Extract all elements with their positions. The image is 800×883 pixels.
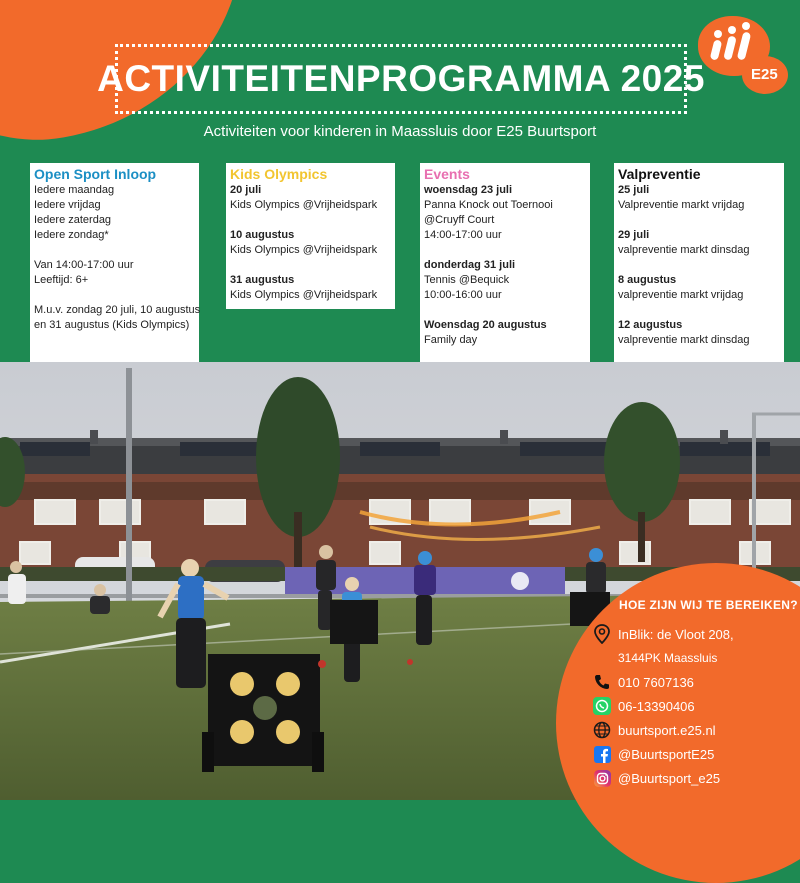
event-desc: 10:00-16:00 uur xyxy=(424,289,502,301)
schedule-time: Van 14:00-17:00 uur xyxy=(34,259,134,271)
event-date: 8 augustus xyxy=(618,274,677,286)
phone-number[interactable]: 010 7607136 xyxy=(618,674,694,690)
instagram-icon xyxy=(592,768,612,788)
title-frame xyxy=(97,44,705,114)
exception-note: en 31 augustus (Kids Olympics) xyxy=(34,319,190,331)
event-desc: Kids Olympics @Vrijheidspark xyxy=(230,289,378,301)
schedule-day: Iedere maandag xyxy=(34,184,115,196)
event-desc: Kids Olympics @Vrijheidspark xyxy=(230,199,378,211)
event-date: 29 juli xyxy=(618,229,650,241)
facebook-icon xyxy=(592,744,612,764)
whatsapp-number[interactable]: 06-13390406 xyxy=(618,698,695,714)
event-date: woensdag 23 juli xyxy=(424,184,513,196)
event-date: 31 augustus xyxy=(230,274,295,286)
website-row[interactable] xyxy=(592,718,798,742)
contact-title: HOE ZIJN WIJ TE BEREIKEN? xyxy=(619,598,798,612)
event-date: 10 augustus xyxy=(230,229,295,241)
logo-text: E25 xyxy=(751,66,778,83)
globe-icon xyxy=(592,720,612,740)
exception-note: M.u.v. zondag 20 juli, 10 augustus xyxy=(34,304,201,316)
event-desc: 14:00-17:00 uur xyxy=(424,229,502,241)
address-row xyxy=(592,622,798,646)
address-line-1: InBlik: de Vloot 208, xyxy=(618,626,734,642)
card-title-valpreventie: Valpreventie xyxy=(618,166,701,182)
card-open-sport xyxy=(30,163,199,368)
card-title-events: Events xyxy=(424,166,470,182)
event-desc: @Cruyff Court xyxy=(424,214,495,226)
address-row-2 xyxy=(592,646,798,670)
schedule-day: Iedere zondag* xyxy=(34,229,109,241)
e25-logo xyxy=(698,16,788,94)
card-title-open-sport: Open Sport Inloop xyxy=(34,166,157,182)
card-kids-olympics xyxy=(226,163,395,309)
facebook-row[interactable] xyxy=(592,742,798,766)
event-date: donderdag 31 juli xyxy=(424,259,516,271)
schedule-day: Iedere vrijdag xyxy=(34,199,101,211)
phone-icon xyxy=(592,672,612,692)
event-desc: Panna Knock out Toernooi xyxy=(424,199,553,211)
contact-info xyxy=(592,598,798,790)
event-date: 25 juli xyxy=(618,184,650,196)
event-desc: Tennis @Bequick xyxy=(424,274,510,286)
event-desc: Kids Olympics @Vrijheidspark xyxy=(230,244,378,256)
whatsapp-icon xyxy=(592,696,612,716)
schedule-day: Iedere zaterdag xyxy=(34,214,112,226)
instagram-row[interactable] xyxy=(592,766,798,790)
facebook-handle[interactable]: @BuurtsportE25 xyxy=(618,746,715,762)
event-date: 20 juli xyxy=(230,184,262,196)
event-date: 12 augustus xyxy=(618,319,683,331)
page-title: ACTIVITEITENPROGRAMMA 2025 xyxy=(97,58,705,99)
event-desc: Valpreventie markt vrijdag xyxy=(618,199,745,211)
address-line-2: 3144PK Maassluis xyxy=(618,651,718,665)
whatsapp-row[interactable] xyxy=(592,694,798,718)
page-subtitle: Activiteiten voor kinderen in Maassluis door E25 Buurtsport xyxy=(203,123,597,140)
website-link[interactable]: buurtsport.e25.nl xyxy=(618,722,716,738)
instagram-handle[interactable]: @Buurtsport_e25 xyxy=(618,770,721,786)
age-info: Leeftijd: 6+ xyxy=(34,274,89,286)
event-desc: valpreventie markt dinsdag xyxy=(618,244,750,256)
event-desc: Family day xyxy=(424,334,478,346)
event-desc: valpreventie markt dinsdag xyxy=(618,334,750,346)
event-date: Woensdag 20 augustus xyxy=(424,319,547,331)
event-desc: valpreventie markt vrijdag xyxy=(618,289,744,301)
location-pin-icon xyxy=(592,624,612,644)
phone-row[interactable] xyxy=(592,670,798,694)
card-title-kids-olympics: Kids Olympics xyxy=(230,166,328,182)
